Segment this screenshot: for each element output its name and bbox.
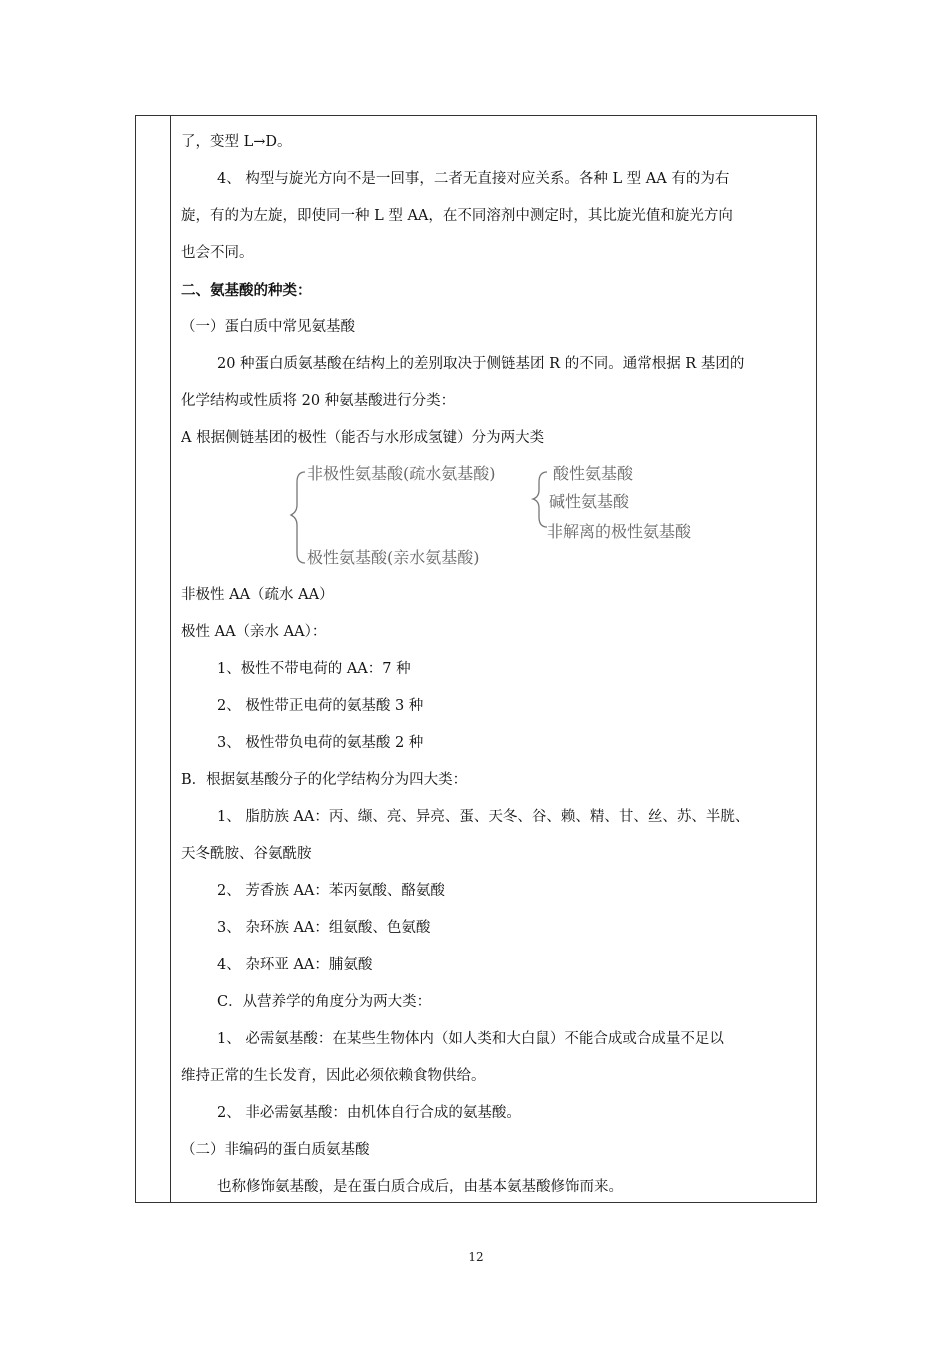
text-line: 2、 芳香族 AA：苯丙氨酸、酪氨酸 — [217, 883, 445, 899]
text-line: 3、 极性带负电荷的氨基酸 2 种 — [217, 735, 424, 751]
neutral-polar-label: 非解离的极性氨基酸 — [547, 522, 692, 541]
text-line: 化学结构或性质将 20 种氨基酸进行分类： — [181, 393, 456, 409]
basic-label: 碱性氨基酸 — [549, 492, 630, 511]
text-line: 20 种蛋白质氨基酸在结构上的差别取决于侧链基团 R 的不同。通常根据 R 基团的 — [217, 356, 745, 372]
text-line: 1、 脂肪族 AA：丙、缬、亮、异亮、蛋、天冬、谷、赖、精、甘、丝、苏、半胱、 — [217, 809, 750, 825]
text-line: 旋，有的为左旋，即使同一种 L 型 AA，在不同溶剂中测定时，其比旋光值和旋光方向 — [181, 208, 733, 224]
page-number: 12 — [468, 1250, 484, 1264]
text-line: （一）蛋白质中常见氨基酸 — [181, 319, 355, 335]
classification-diagram — [181, 457, 811, 577]
text-line: 2、 极性带正电荷的氨基酸 3 种 — [217, 698, 424, 714]
polar-label: 极性氨基酸(亲水氨基酸) — [307, 548, 480, 567]
text-line: （二）非编码的蛋白质氨基酸 — [181, 1142, 370, 1158]
text-line: 维持正常的生长发育，因此必须依赖食物供给。 — [181, 1068, 486, 1084]
text-line: 4、 杂环亚 AA：脯氨酸 — [217, 957, 373, 973]
section-heading: 二、氨基酸的种类： — [181, 282, 312, 299]
text-line: 3、 杂环族 AA：组氨酸、色氨酸 — [217, 920, 431, 936]
table-content-cell — [181, 124, 811, 1206]
text-line: A 根据侧链基团的极性（能否与水形成氢键）分为两大类 — [181, 430, 545, 446]
text-block-bottom — [181, 577, 811, 1206]
text-line: 4、 构型与旋光方向不是一回事，二者无直接对应关系。各种 L 型 AA 有的为右 — [217, 171, 730, 187]
nonpolar-label: 非极性氨基酸(疏水氨基酸) — [307, 464, 496, 483]
brace-graphics — [181, 457, 811, 577]
document-table — [135, 115, 817, 1203]
text-line: 了，变型 L→D。 — [181, 134, 292, 150]
text-line: 1、 必需氨基酸：在某些生物体内（如人类和大白鼠）不能合成或合成量不足以 — [217, 1031, 724, 1047]
text-block-top — [181, 124, 811, 457]
text-line: 2、 非必需氨基酸：由机体自行合成的氨基酸。 — [217, 1105, 521, 1121]
text-line: C．从营养学的角度分为两大类： — [217, 994, 432, 1010]
acidic-label: 酸性氨基酸 — [553, 464, 634, 483]
text-line: 1、极性不带电荷的 AA：7 种 — [217, 661, 411, 677]
table-left-column — [136, 116, 171, 1202]
text-line: 极性 AA（亲水 AA）： — [181, 624, 327, 640]
text-line: 也会不同。 — [181, 245, 254, 261]
text-line: B．根据氨基酸分子的化学结构分为四大类： — [181, 772, 468, 788]
text-line: 也称修饰氨基酸，是在蛋白质合成后，由基本氨基酸修饰而来。 — [217, 1179, 623, 1195]
text-line: 天冬酰胺、谷氨酰胺 — [181, 846, 312, 862]
text-line: 非极性 AA（疏水 AA） — [181, 587, 334, 603]
